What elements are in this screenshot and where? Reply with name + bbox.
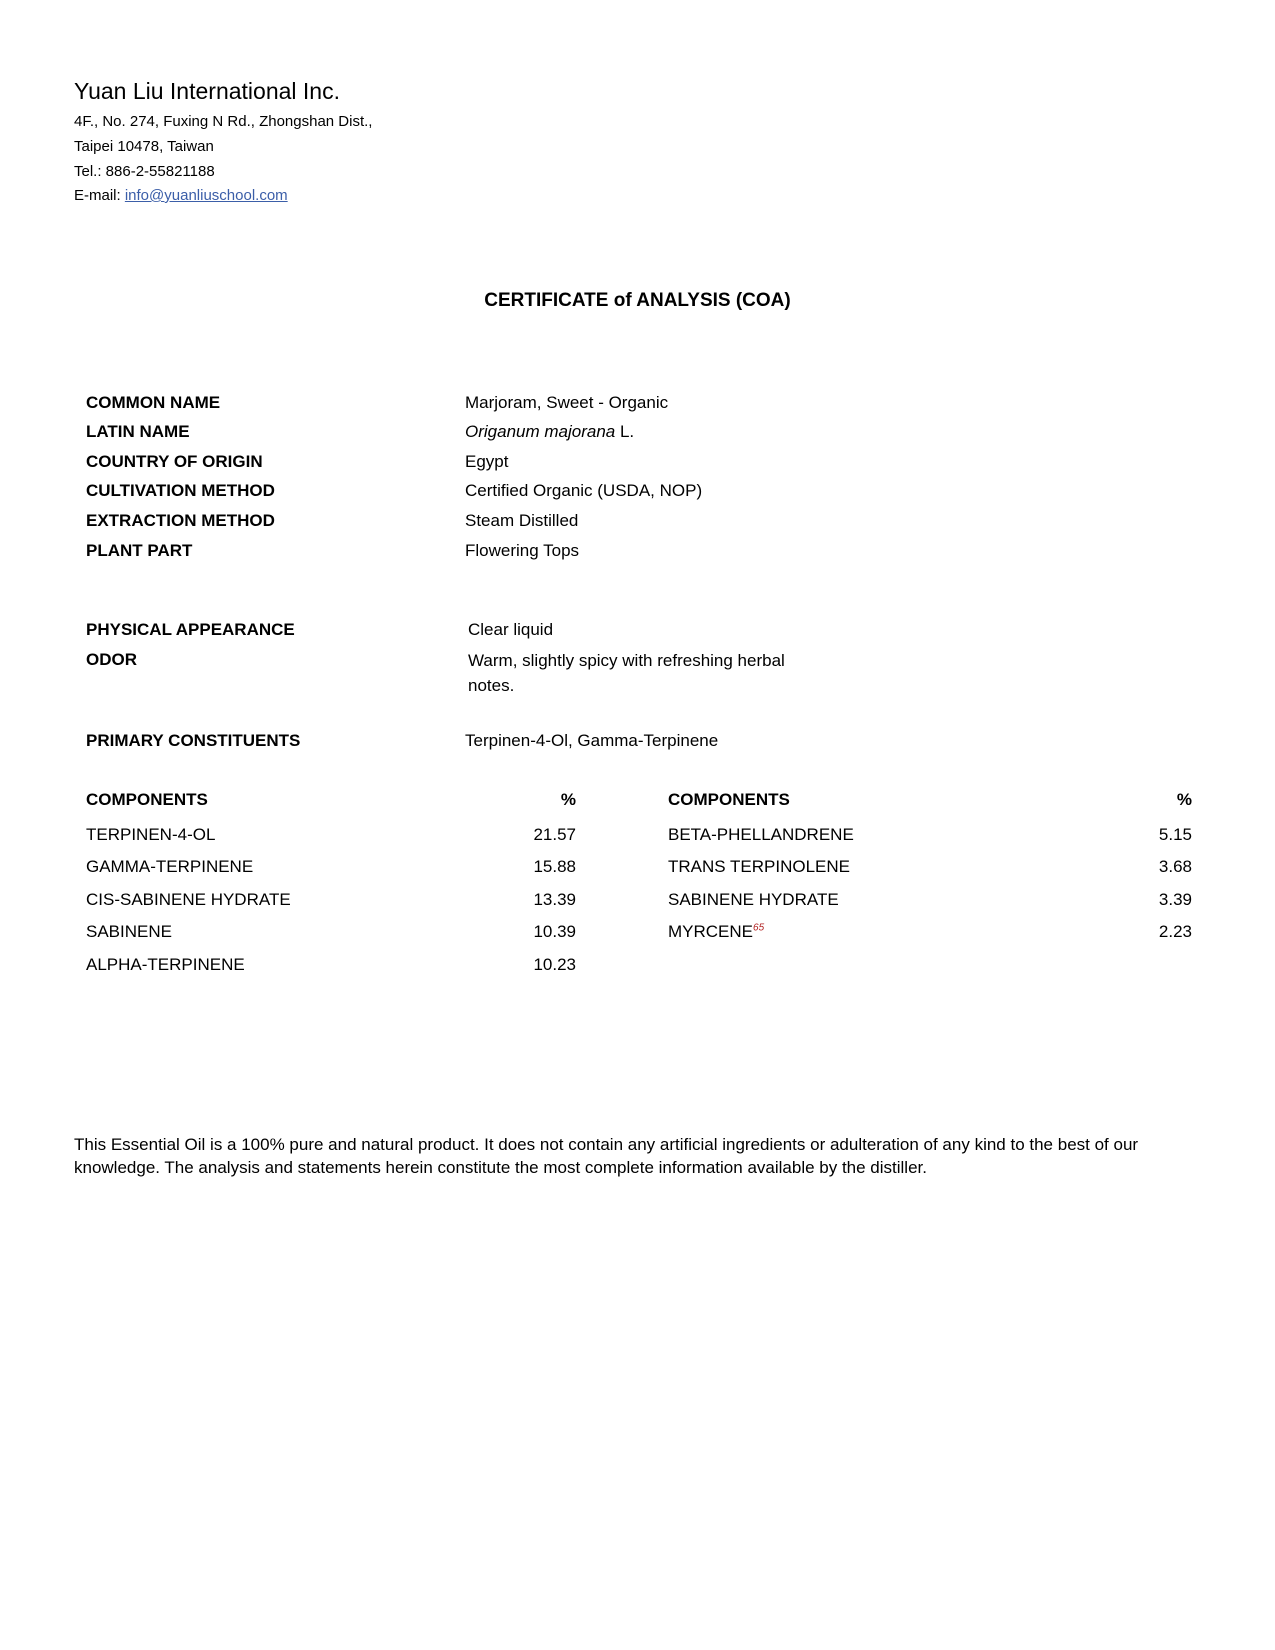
cultivation-value: Certified Organic (USDA, NOP) bbox=[465, 481, 703, 500]
company-name: Yuan Liu International Inc. bbox=[74, 78, 340, 104]
appearance-label: PHYSICAL APPEARANCE bbox=[86, 620, 295, 639]
component-name: ALPHA-TERPINENE bbox=[86, 955, 245, 974]
address-line-2: Taipei 10478, Taiwan bbox=[74, 138, 214, 155]
email-line bbox=[74, 187, 288, 204]
component-percent: 5.15 bbox=[1158, 825, 1192, 844]
footnote-marker: 65 bbox=[753, 922, 765, 934]
country-label: COUNTRY OF ORIGIN bbox=[86, 452, 263, 471]
common-name-value: Marjoram, Sweet - Organic bbox=[465, 393, 669, 412]
component-name: MYRCENE bbox=[668, 922, 754, 941]
country-value: Egypt bbox=[465, 452, 509, 471]
component-percent: 15.88 bbox=[533, 857, 576, 876]
component-percent: 2.23 bbox=[1158, 922, 1192, 941]
document-title: CERTIFICATE of ANALYSIS (COA) bbox=[484, 290, 791, 311]
email-label: E-mail: bbox=[74, 187, 125, 204]
latin-name-suffix: L. bbox=[615, 422, 635, 441]
component-percent: 10.39 bbox=[533, 922, 576, 941]
common-name-label: COMMON NAME bbox=[86, 393, 221, 412]
appearance-value: Clear liquid bbox=[468, 620, 554, 639]
component-name: TERPINEN-4-OL bbox=[86, 825, 216, 844]
plant-part-label: PLANT PART bbox=[86, 541, 193, 560]
component-percent: 10.23 bbox=[533, 955, 576, 974]
component-name-myrcene bbox=[668, 922, 764, 942]
components-header-left: COMPONENTS bbox=[86, 790, 208, 809]
disclaimer-text: This Essential Oil is a 100% pure and natural product. It does not contain any artificial ingredients or adulteration of any kind to the best of our knowledge. The analysis and statements herein constitute the most complete information available by the distiller. bbox=[74, 1135, 1139, 1177]
extraction-label: EXTRACTION METHOD bbox=[86, 511, 275, 530]
component-name: TRANS TERPINOLENE bbox=[668, 857, 851, 876]
primary-constituents-label: PRIMARY CONSTITUENTS bbox=[86, 731, 301, 750]
component-percent: 13.39 bbox=[533, 890, 576, 909]
component-name: BETA-PHELLANDRENE bbox=[668, 825, 854, 844]
component-name: GAMMA-TERPINENE bbox=[86, 857, 254, 876]
cultivation-label: CULTIVATION METHOD bbox=[86, 481, 275, 500]
email-link[interactable]: info@yuanliuschool.com bbox=[124, 187, 288, 204]
component-percent: 3.39 bbox=[1158, 890, 1192, 909]
percent-header-right: % bbox=[1176, 790, 1192, 809]
components-header-right: COMPONENTS bbox=[668, 790, 790, 809]
latin-name-italic: Origanum majorana bbox=[465, 422, 616, 441]
percent-header-left: % bbox=[560, 790, 576, 809]
plant-part-value: Flowering Tops bbox=[465, 541, 580, 560]
latin-name-value bbox=[465, 422, 634, 442]
component-name: CIS-SABINENE HYDRATE bbox=[86, 890, 291, 909]
extraction-value: Steam Distilled bbox=[465, 511, 579, 530]
odor-label: ODOR bbox=[86, 650, 137, 669]
component-name: SABINENE HYDRATE bbox=[668, 890, 839, 909]
component-percent: 21.57 bbox=[533, 825, 576, 844]
component-name: SABINENE bbox=[86, 922, 172, 941]
odor-value: Warm, slightly spicy with refreshing herbal notes. bbox=[468, 651, 785, 695]
telephone: Tel.: 886-2-55821188 bbox=[74, 163, 215, 180]
address-line-1: 4F., No. 274, Fuxing N Rd., Zhongshan Dist., bbox=[74, 113, 373, 130]
component-percent: 3.68 bbox=[1158, 857, 1192, 876]
latin-name-label: LATIN NAME bbox=[86, 422, 190, 441]
primary-constituents-value: Terpinen-4-Ol, Gamma-Terpinene bbox=[465, 731, 719, 750]
